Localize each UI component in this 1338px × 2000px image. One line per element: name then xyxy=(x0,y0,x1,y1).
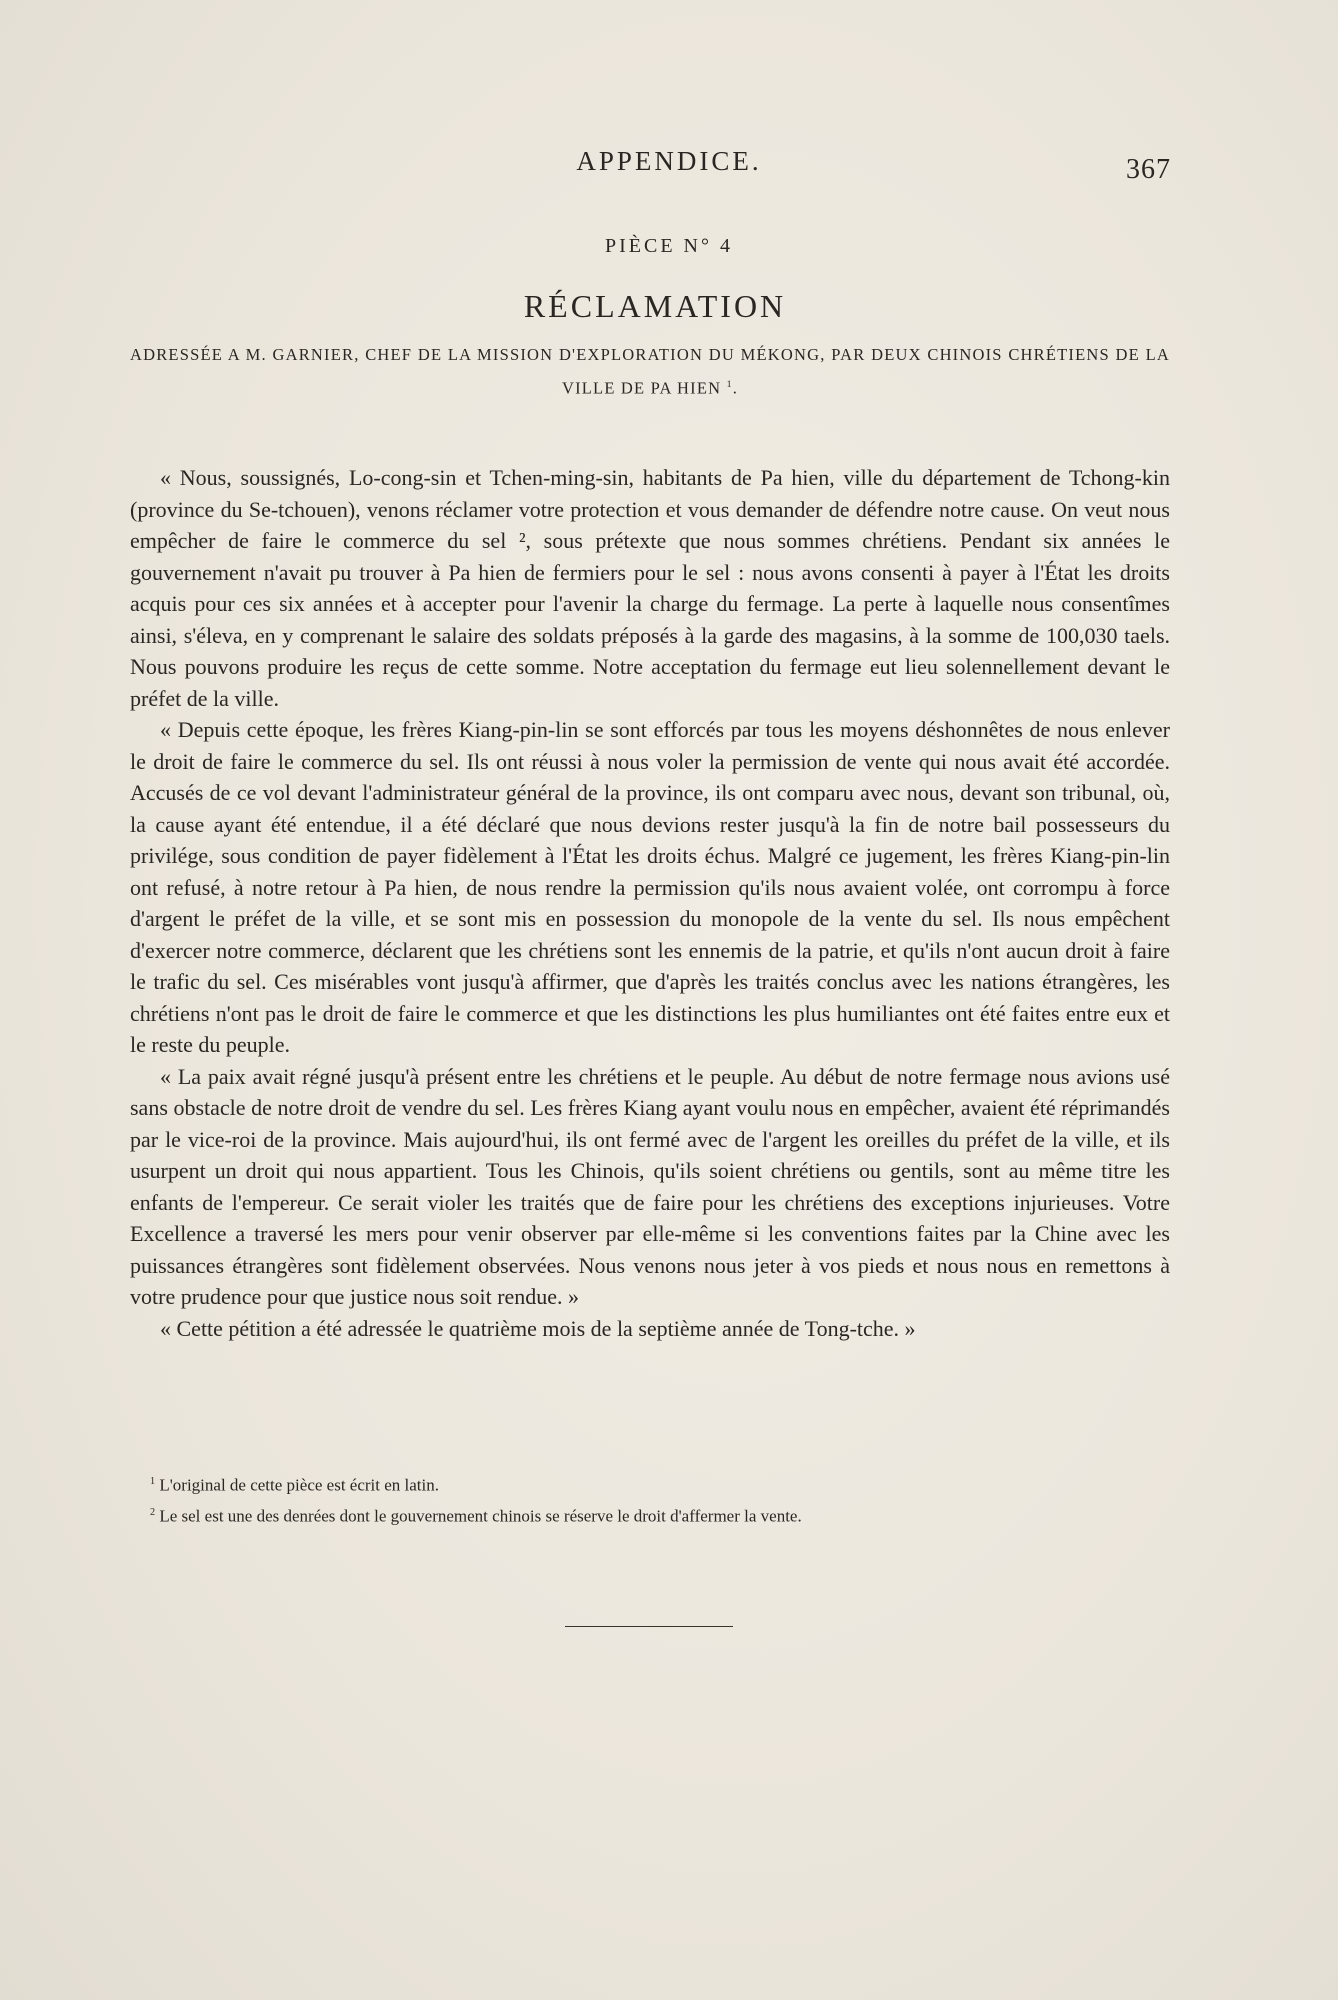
running-head: APPENDICE. xyxy=(576,146,762,176)
footnote xyxy=(150,1499,1190,1530)
piece-label: PIÈCE N° 4 xyxy=(605,235,733,257)
end-rule-divider xyxy=(565,1626,733,1627)
paragraph: « La paix avait régné jusqu'à présent entre les chrétiens et le peuple. Au début de notre fermage nous avions usé sans obstacle de notre droit de vendre du sel. Les frères Kiang ayant voulu nous en empêcher, avaient été réprimandés par le vice-roi de la province. Mais aujourd'hui, ils ont fermé avec de l'argent les oreilles du préfet de la ville, et ils usurpent un droit qui nous appartient. Tous les Chinois, qu'ils soient chrétiens ou gentils, sont au même titre les enfants de l'empereur. Ce serait violer les traités que de faire pour les chrétiens des exceptions injurieuses. Votre Excellence a traversé les mers pour venir observer par elle-même si les conventions faites par la Chine avec les puissances étrangères sont fidèlement observées. Nous venons nous jeter à vos pieds et nous nous en remettons à votre prudence pour que justice nous soit rendue. » xyxy=(130,1063,1170,1309)
subtitle-text: ADRESSÉE A M. GARNIER, CHEF DE LA MISSION D'EXPLORATION DU MÉKONG, PAR DEUX CHINOIS CHRÉTIENS DE LA VILLE DE PA HIEN xyxy=(130,345,1170,398)
footnote xyxy=(150,1468,1190,1499)
document-title: RÉCLAMATION xyxy=(523,288,787,324)
footnote-marker: 1 xyxy=(150,1476,156,1487)
paragraph: « Depuis cette époque, les frères Kiang-pin-lin se sont efforcés par tous les moyens déshonnêtes de nous enlever le droit de faire le commerce du sel. Ils ont réussi à nous voler la permission de vente qui nous avait été accordée. Accusés de ce vol devant l'administrateur général de la province, ils ont comparu avec nous, devant son tribunal, où, la cause ayant été entendue, il a été déclaré que nous devions rester jusqu'à la fin de notre bail possesseurs du privilége, sous condition de payer fidèlement à l'État les droits échus. Malgré ce jugement, les frères Kiang-pin-lin ont refusé, à notre retour à Pa hien, de nous rendre la permission qu'ils nous avaient volée, ont corrompu à force d'argent le préfet de la ville, et se sont mis en possession du monopole de la vente du sel. Ils nous empêchent d'exercer notre commerce, déclarent que les chrétiens sont les ennemis de la patrie, et qu'ils n'ont aucun droit à faire le trafic du sel. Ces misérables vont jusqu'à affirmer, que d'après les traités conclus avec les nations étrangères, les chrétiens n'ont pas le droit de faire le commerce et que les distinctions les plus humiliantes ont été faites entre eux et le reste du peuple. xyxy=(130,717,1170,1057)
footnote-marker: 2 xyxy=(150,1506,156,1518)
page-number: 367 xyxy=(1126,154,1171,185)
footnote-text: Le sel est une des denrées dont le gouvernement chinois se réserve le droit d'affermer la vente. xyxy=(159,1506,802,1526)
footnote-text: L'original de cette pièce est écrit en latin. xyxy=(159,1475,439,1495)
footnotes xyxy=(150,1468,1190,1529)
paragraph: « Cette pétition a été adressée le quatrième mois de la septième année de Tong-tche. » xyxy=(160,1315,916,1341)
footnote-ref: 1 xyxy=(726,379,733,390)
paragraph: « Nous, soussignés, Lo-cong-sin et Tchen-ming-sin, habitants de Pa hien, ville du département de Tchong-kin (province du Se-tchouen), venons réclamer votre protection et vous demander de défendre notre cause. On veut nous empêcher de faire le commerce du sel ², sous prétexte que nous sommes chrétiens. Pendant six années le gouvernement n'avait pu trouver à Pa hien de fermiers pour le sel : nous avons consenti à payer à l'État les droits acquis pour ces six années et à accepter pour l'avenir la charge du fermage. La perte à laquelle nous consentîmes ainsi, s'éleva, en y comprenant le salaire des soldats préposés à la garde des magasins, à la somme de 100,030 taels. Nous pouvons produire les reçus de cette somme. Notre acceptation du fermage eut lieu solennellement devant le préfet de la ville. xyxy=(130,465,1170,711)
petition-body xyxy=(130,462,1170,1344)
document-subtitle: ADRESSÉE A M. GARNIER, CHEF DE LA MISSION D'EXPLORATION DU MÉKONG, PAR DEUX CHINOIS CHRÉTIENS DE LA VILLE DE PA HIEN $^1$. xyxy=(130,345,1170,398)
